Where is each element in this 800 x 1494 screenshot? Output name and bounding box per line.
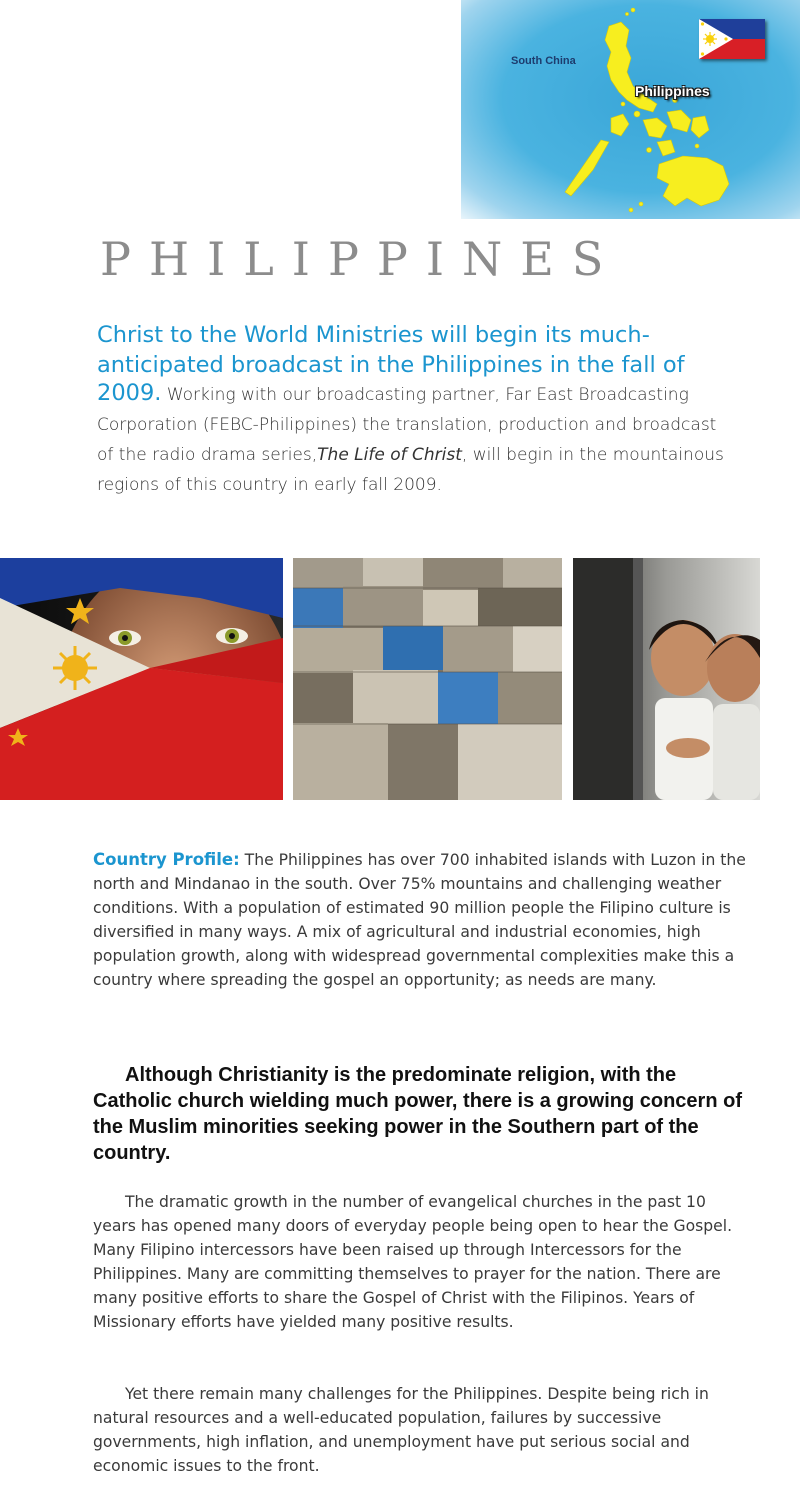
country-profile-text: The Philippines has over 700 inhabited islands with Luzon in the north and Mindanao in the south. Over 75% mountains and challenging weather conditions. With a population of estimated 90 million people the Filipino culture is diversified in many ways. A mix of agricultural and industrial economies, high population growth, along with widespread governmental complexities make this a country where spreading the gospel an opportunity; as needs are many. [93,851,746,989]
intro-lead: Christ to the World Ministries will begin its much-anticipated broadcast in the Philippines in the fall of [97,322,685,378]
evangelical-growth-paragraph: The dramatic growth in the number of evangelical churches in the past 10 years has opened many doors of everyday people being open to hear the Gospel. Many Filipino intercessors have been raised up through Intercessors for the Philippines. Many are committing themselves to prayer for the nation. There are many positive efforts to share the Gospel of Christ with the Filipinos. Years of Missionary efforts have yielded many positive results. [93,1193,733,1331]
country-profile [93,848,753,992]
intro-body-end: , will begin in the mountainous regions of this country in early fall 2009. [97,445,724,495]
challenges-paragraph: Yet there remain many challenges for the Philippines. Despite being rich in natural resources and a well-educated population, failures by successive governments, high inflation, and unemployment have put serious social and economic issues to the front. [93,1385,709,1475]
philippines-map [461,0,800,219]
shanty-town-roofs-photo [293,558,562,800]
intro-body-start: Working with our broadcasting partner, Far East Broadcasting Corporation (FEBC-Philippines) the translation, production and broadcast of the radio drama series, [97,385,717,465]
philippine-flag-icon [699,19,765,59]
country-profile-label: Country Profile: [93,850,240,869]
flag-painted-face-photo [0,558,283,800]
emphasis-paragraph: Although Christianity is the predominate religion, with the Catholic church wielding much power, there is a growing concern of the Muslim minorities seeking power in the Southern part of the country. [93,1064,742,1164]
page-title: PHILIPPINES [100,232,622,286]
sea-label: South China [511,55,576,67]
intro-paragraph [97,320,737,500]
children-at-window-photo [573,558,760,800]
country-label: Philippines [635,83,710,99]
series-title: The Life of Christ [317,445,462,465]
intro-lead-year: 2009. [97,380,162,406]
